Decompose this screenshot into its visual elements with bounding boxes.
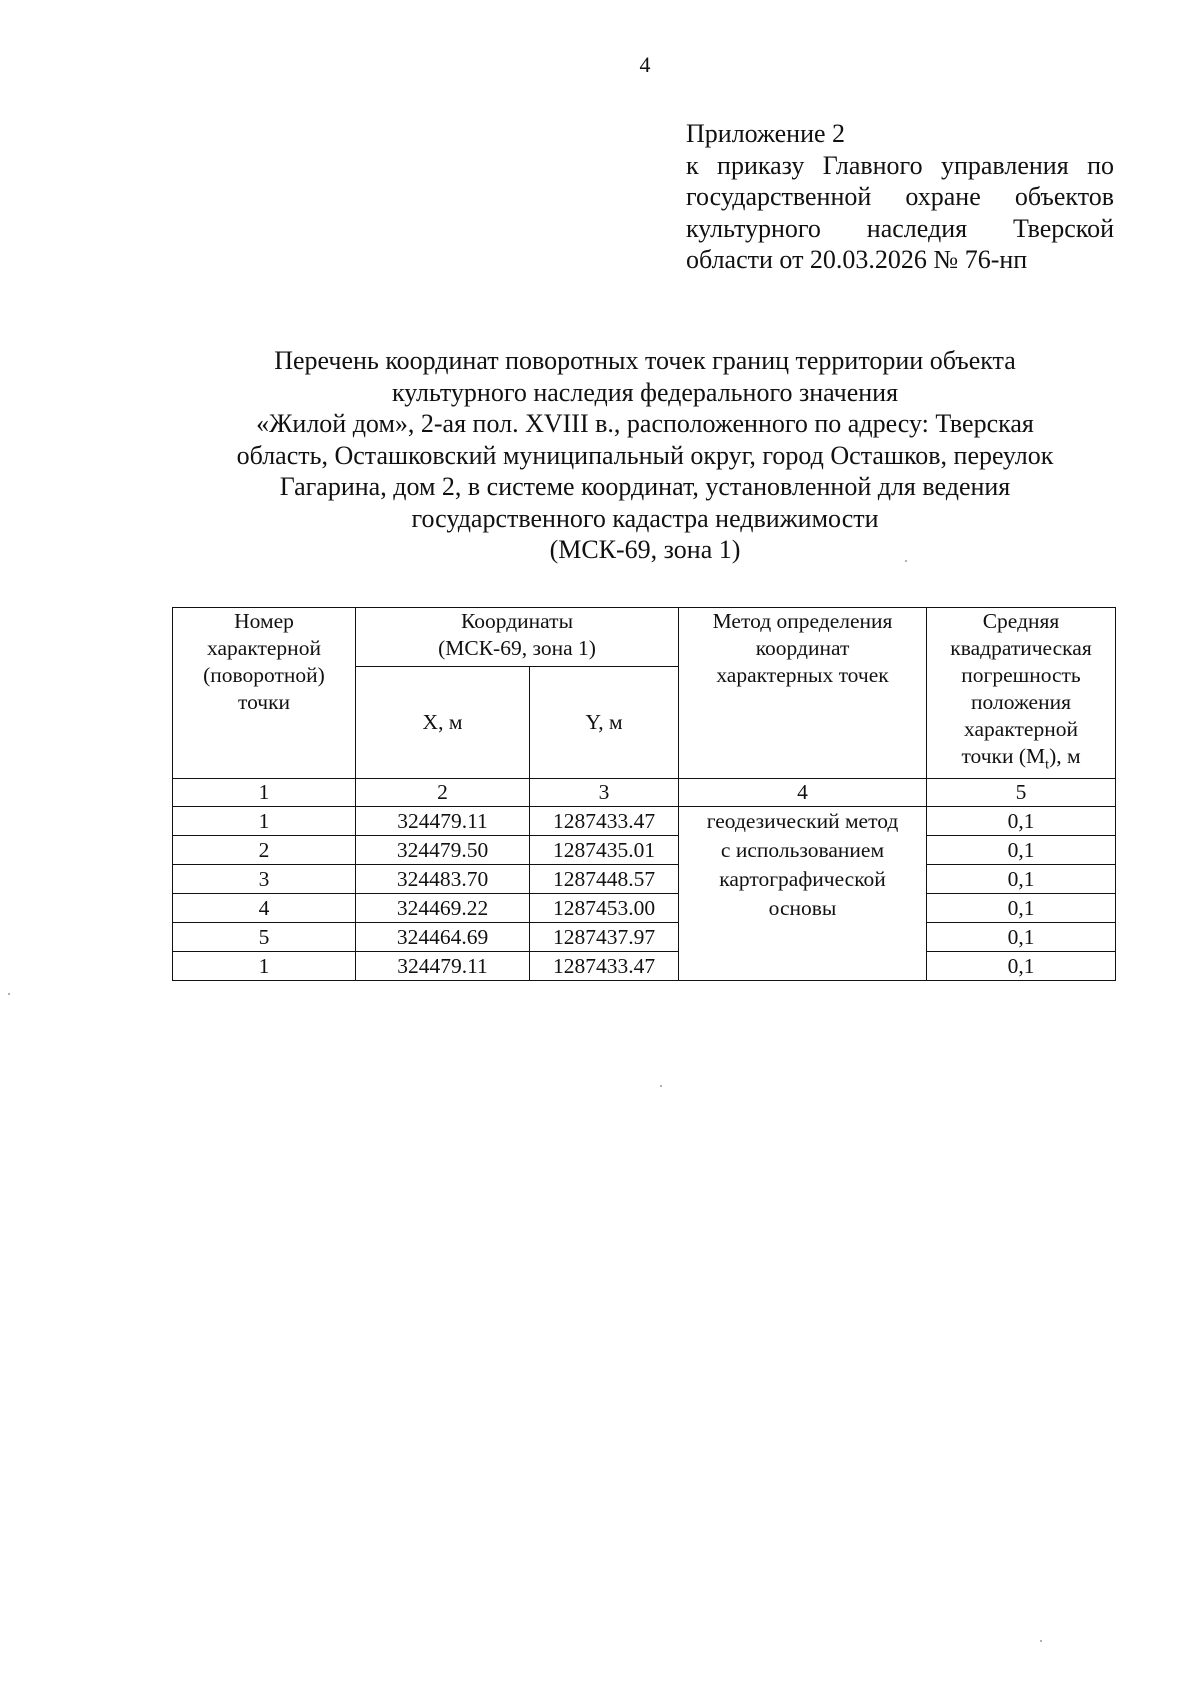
table-row (173, 923, 1116, 952)
cell-x: 324483.70 (356, 865, 530, 894)
title-line: «Жилой дом», 2-ая пол. XVIII в., расположенного по адресу: Тверская (256, 409, 1034, 438)
appendix-line: государственной охране объектов (686, 182, 1114, 211)
cell-point: 1 (173, 807, 356, 836)
column-number: 4 (679, 779, 927, 807)
cell-error: 0,1 (927, 836, 1116, 865)
cell-y: 1287437.97 (530, 923, 679, 952)
table-row (173, 836, 1116, 865)
cell-x: 324479.11 (356, 952, 530, 981)
column-number: 3 (530, 779, 679, 807)
cell-x: 324464.69 (356, 923, 530, 952)
table-row (173, 807, 1116, 836)
title-line: Перечень координат поворотных точек границ территории объекта (274, 346, 1016, 375)
column-number: 1 (173, 779, 356, 807)
cell-error: 0,1 (927, 923, 1116, 952)
cell-point: 3 (173, 865, 356, 894)
column-number-row (173, 779, 1116, 807)
cell-y: 1287448.57 (530, 865, 679, 894)
header-x: X, м (356, 666, 530, 778)
cell-point: 2 (173, 836, 356, 865)
cell-error: 0,1 (927, 807, 1116, 836)
appendix-line: к приказу Главного управления по (686, 150, 1114, 180)
title-line: культурного наследия федерального значения (391, 377, 899, 407)
cell-point: 4 (173, 894, 356, 923)
cell-point: 1 (173, 952, 356, 981)
cell-x: 324479.50 (356, 836, 530, 865)
appendix-title: Приложение 2 (686, 119, 846, 148)
title-line: (МСК-69, зона 1) (549, 535, 741, 564)
header-y: Y, м (530, 666, 679, 778)
header-point-number: Номер характерной (поворотной) точки (173, 608, 356, 779)
scan-speck (1040, 1640, 1042, 1642)
document-title (172, 345, 1118, 566)
cell-y: 1287453.00 (530, 894, 679, 923)
scan-speck (905, 560, 907, 562)
title-line: область, Осташковский муниципальный округ, город Осташков, переулок (236, 440, 1054, 470)
header-mean-square-error: Средняя квадратическая погрешность положения характерной точки $(M_t)$, м (927, 608, 1116, 779)
header-coordinates: Координаты (МСК-69, зона 1) (356, 608, 679, 667)
cell-error: 0,1 (927, 865, 1116, 894)
coordinates-table (172, 607, 1116, 981)
column-number: 2 (356, 779, 530, 807)
page-number: 4 (639, 52, 651, 77)
cell-y: 1287435.01 (530, 836, 679, 865)
appendix-line: области от 20.03.2026 № 76-нп (686, 245, 1028, 274)
table-row (173, 894, 1116, 923)
cell-y: 1287433.47 (530, 952, 679, 981)
column-number: 5 (927, 779, 1116, 807)
cell-error: 0,1 (927, 952, 1116, 981)
title-line: государственного кадастра недвижимости (411, 503, 879, 533)
header-method: Метод определения координат характерных точек (679, 608, 927, 779)
cell-y: 1287433.47 (530, 807, 679, 836)
appendix-line: культурного наследия Тверской (686, 213, 1114, 243)
cell-method: геодезический метод с использованием картографической основы (679, 807, 927, 981)
table-row (173, 865, 1116, 894)
scan-speck (8, 993, 10, 995)
cell-x: 324469.22 (356, 894, 530, 923)
cell-point: 5 (173, 923, 356, 952)
appendix-block (686, 118, 1114, 276)
scan-speck (660, 1085, 662, 1087)
cell-error: 0,1 (927, 894, 1116, 923)
table-row (173, 952, 1116, 981)
cell-x: 324479.11 (356, 807, 530, 836)
title-line: Гагарина, дом 2, в системе координат, установленной для ведения (279, 472, 1011, 501)
